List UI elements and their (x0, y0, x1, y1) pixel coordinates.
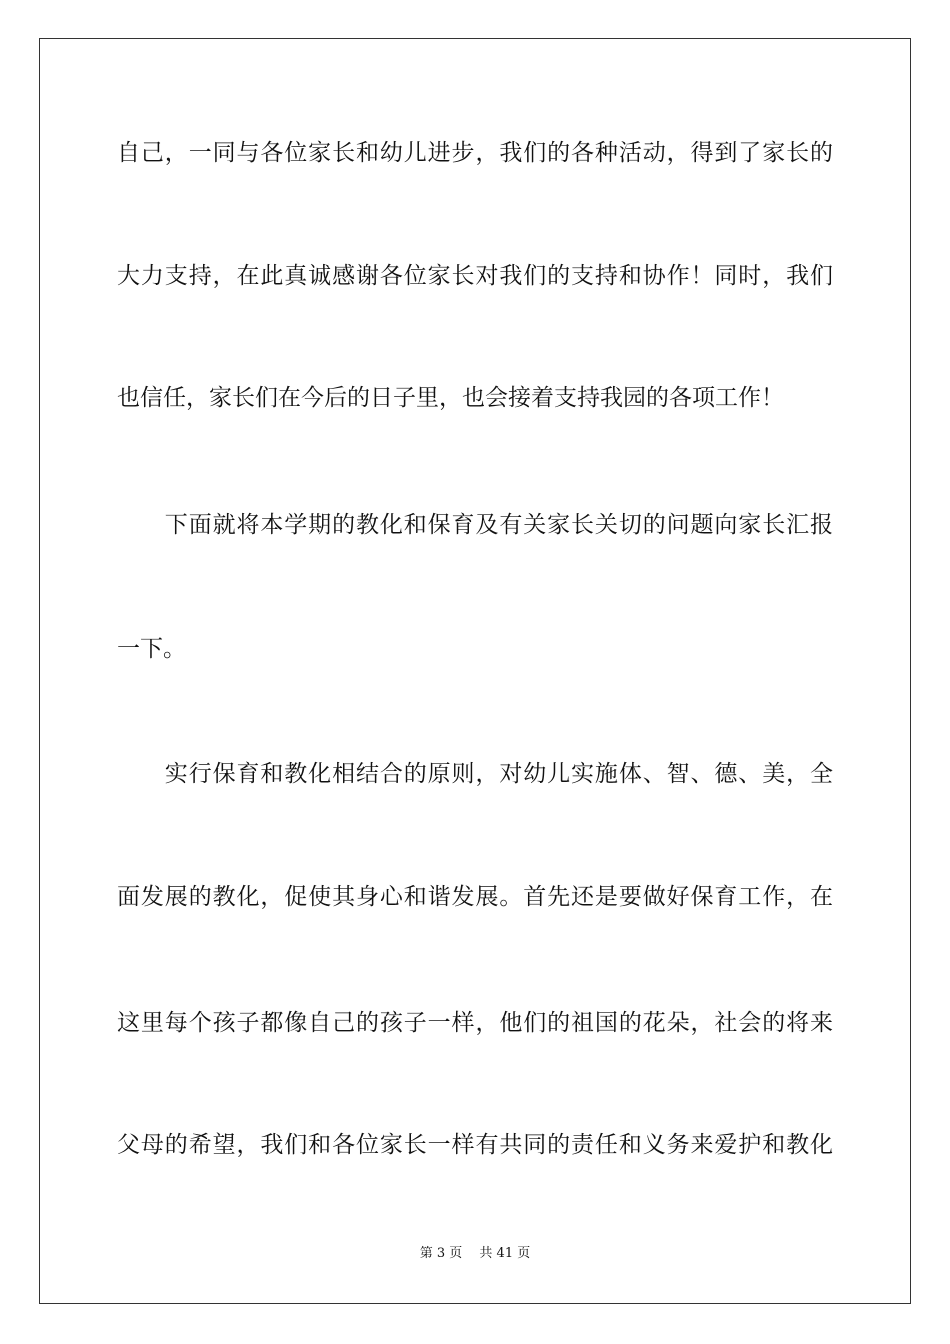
body-text-line-8: 这里每个孩子都像自己的孩子一样，他们的祖国的花朵，社会的将来 (117, 1010, 833, 1036)
page-number-footer: 第 3 页 共 41 页 (419, 1246, 531, 1261)
body-text-line-6: 实行保育和教化相结合的原则，对幼儿实施体、智、德、美，全 (117, 761, 833, 787)
body-text-line-5: 一下。 (117, 636, 186, 662)
body-text-line-7: 面发展的教化，促使其身心和谐发展。首先还是要做好保育工作，在 (117, 884, 833, 910)
body-text-line-3: 也信任，家长们在今后的日子里，也会接着支持我园的各项工作！ (117, 385, 784, 411)
body-text-line-4: 下面就将本学期的教化和保育及有关家长关切的问题向家长汇报 (117, 512, 833, 538)
body-text-line-2: 大力支持，在此真诚感谢各位家长对我们的支持和协作！同时，我们 (117, 263, 833, 289)
body-text-line-1: 自己，一同与各位家长和幼儿进步，我们的各种活动，得到了家长的 (117, 140, 833, 166)
page-border (39, 38, 911, 1304)
body-text-line-9: 父母的希望，我们和各位家长一样有共同的责任和义务来爱护和教化 (117, 1132, 833, 1158)
